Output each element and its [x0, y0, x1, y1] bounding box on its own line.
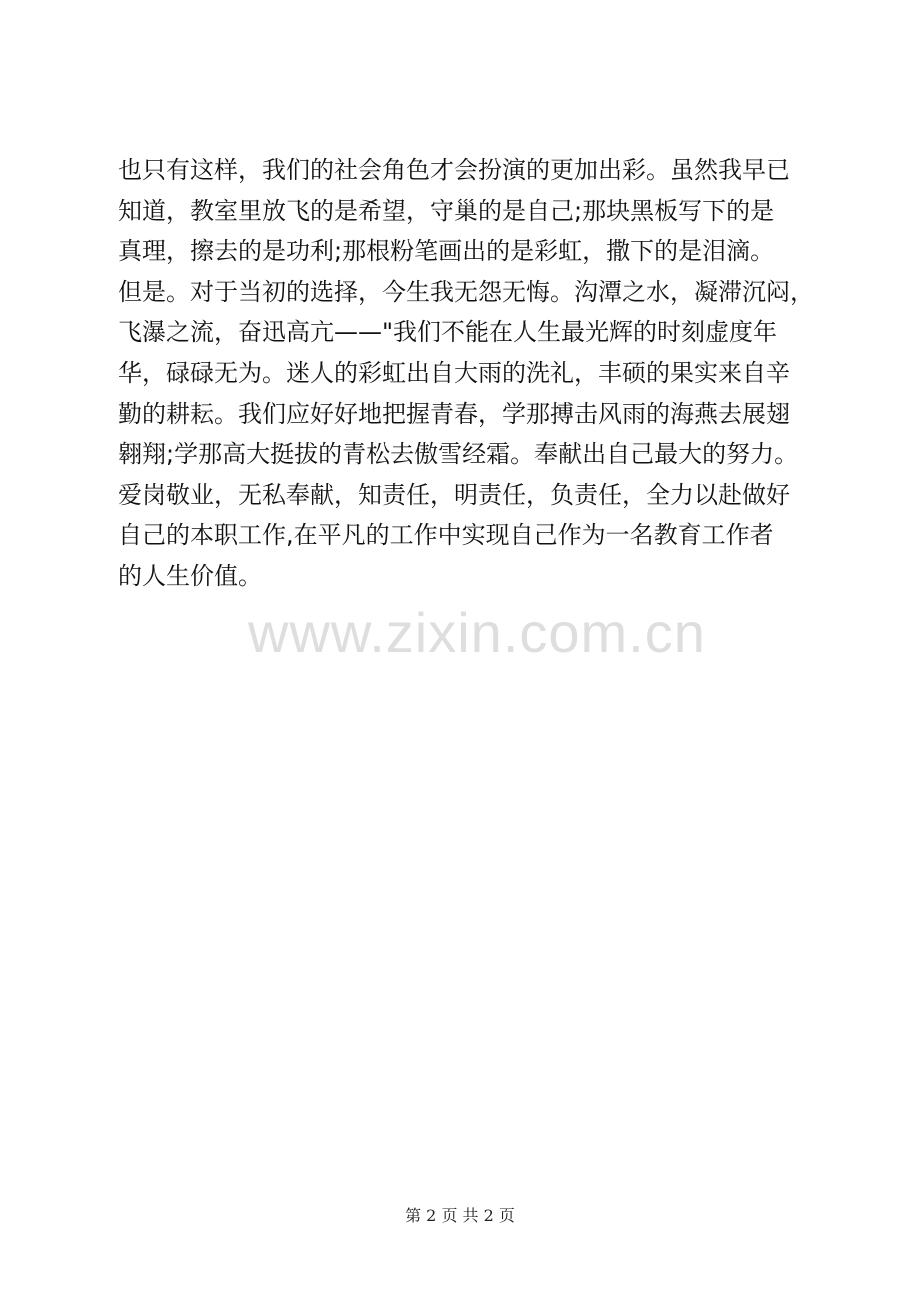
text-line: 真理，擦去的是功利;那根粉笔画出的是彩虹，撒下的是泪滴。: [118, 237, 775, 266]
text-line: 知道，教室里放飞的是希望，守巢的是自己;那块黑板写下的是: [118, 196, 775, 225]
text-line: 但是。对于当初的选择，今生我无怨无悔。沟潭之水，凝滞沉闷，: [118, 277, 814, 306]
body-paragraph: [118, 150, 818, 597]
text-line: 的人生价值。: [118, 561, 262, 590]
page-footer: 第 2 页 共 2 页: [405, 1206, 515, 1225]
text-line: 爱岗敬业，无私奉献，知责任，明责任，负责任，全力以赴做好: [118, 480, 790, 509]
text-line: 勤的耕耘。我们应好好地把握青春，学那搏击风雨的海燕去展翅: [118, 399, 790, 428]
text-line: 也只有这样，我们的社会角色才会扮演的更加出彩。虽然我早已: [118, 156, 790, 184]
text-line: 翱翔;学那高大挺拔的青松去傲雪经霜。奉献出自己最大的努力。: [118, 440, 799, 469]
watermark: www.zixin.com.cn: [248, 601, 706, 664]
text-line: 华，碌碌无为。迷人的彩虹出自大雨的洗礼，丰硕的果实来自辛: [118, 358, 790, 387]
text-line: 自己的本职工作,在平凡的工作中实现自己作为一名教育工作者: [118, 521, 774, 550]
text-line: 飞瀑之流，奋迅高亢——"我们不能在人生最光辉的时刻虚度年: [118, 318, 778, 347]
